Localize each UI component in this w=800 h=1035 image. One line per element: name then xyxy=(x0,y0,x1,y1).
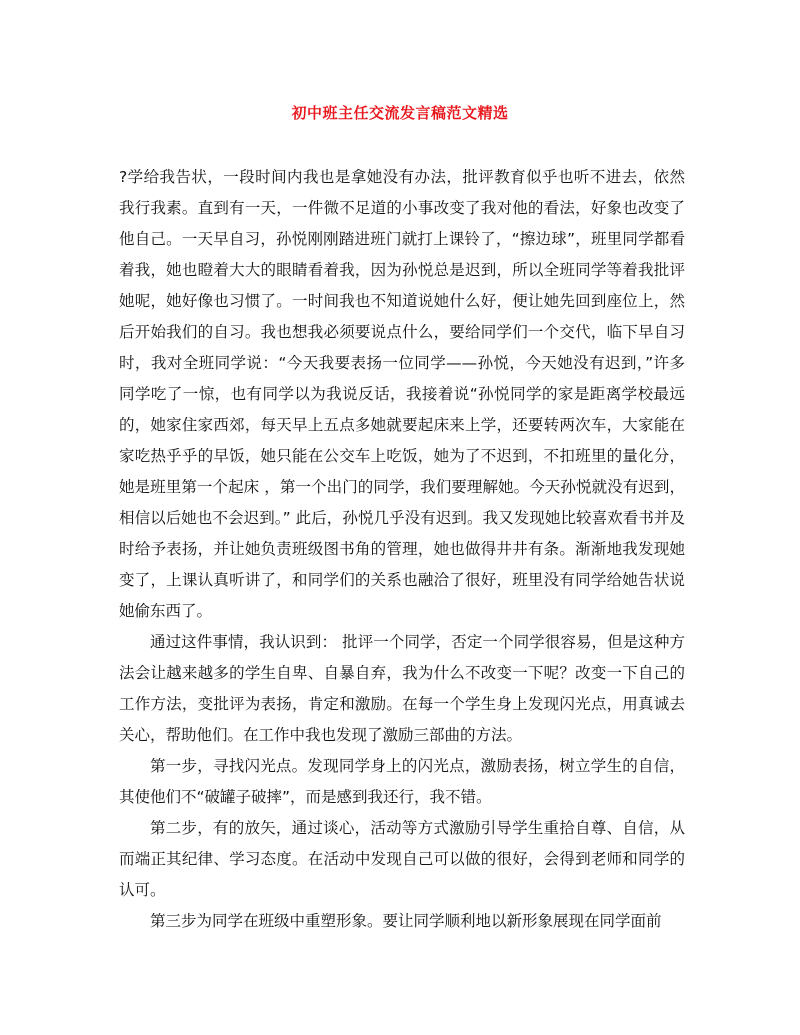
document-title: 初中班主任交流发言稿范文精选 xyxy=(291,104,509,122)
paragraph-4: 第二步，有的放矢，通过谈心，活动等方式激励引导学生重拾自尊、自信，从而端正其纪律、学习态度。在活动中发现自己可以做的很好，会得到老师和同学的认可。 xyxy=(119,819,685,899)
paragraph-2: 通过这件事情，我认识到： 批评一个同学，否定一个同学很容易，但是这种方法会让越来越多的学生自卑、自暴自弃，我为什么不改变一下呢？改变一下自己的工作方法，变批评为表扬，肯定和激励。在每一个学生身上发现闪光点，用真诚去关心，帮助他们。在工作中我也发现了激励三部曲的方法。 xyxy=(119,633,685,744)
paragraph-5: 第三步为同学在班级中重塑形象。要让同学顺利地以新形象展现在同学面前 xyxy=(150,912,662,930)
paragraph-3: 第一步，寻找闪光点。发现同学身上的闪光点，激励表扬，树立学生的自信，其使他们不“破罐子破摔”，而是感到我还行，我不错。 xyxy=(119,757,685,806)
document-body xyxy=(119,162,685,937)
paragraph-1: ?学给我告状，一段时间内我也是拿她没有办法，批评教育似乎也听不进去，依然我行我素。直到有一天，一件微不足道的小事改变了我对他的看法，好象也改变了他自己。一天早自习，孙悦刚刚踏进班门就打上课铃了，“擦边球”，班里同学都看着我，她也瞪着大大的眼睛看着我，因为孙悦总是迟到，所以全班同学等着我批评她呢，她好像也习惯了。一时间我也不知道说她什么好，便让她先回到座位上，然后开始我们的自习。我也想我必须要说点什么，要给同学们一个交代，临下早自习时，我对全班同学说：“今天我要表扬一位同学——孙悦，今天她没有迟到，”许多同学吃了一惊，也有同学以为我说反话，我接着说“孙悦同学的家是距离学校最远的，她家住家西郊，每天早上五点多她就要起床来上学，还要转两次车，大家能在家吃热乎乎的早饭，她只能在公交车上吃饭，她为了不迟到，不扣班里的量化分，她是班里第一个起床 ，第一个出门的同学，我们要理解她。今天孙悦就没有迟到，相信以后她也不会迟到。” 此后，孙悦几乎没有迟到。我又发现她比较喜欢看书并及时给予表扬，并让她负责班级图书角的管理，她也做得井井有条。渐渐地我发现她变了，上课认真听讲了，和同学们的关系也融洽了很好，班里没有同学给她告状说她偷东西了。 xyxy=(119,168,685,620)
